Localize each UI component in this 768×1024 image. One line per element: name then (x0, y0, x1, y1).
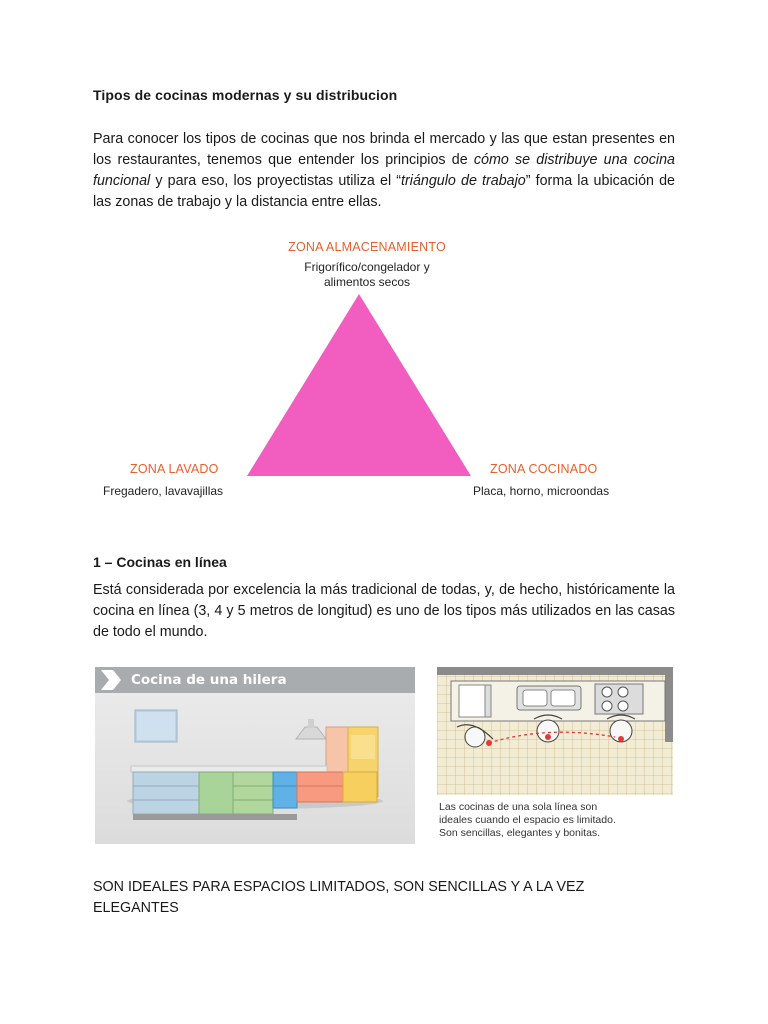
work-triangle-figure (93, 232, 641, 514)
kitchen-banner-text: Cocina de una hilera (131, 672, 287, 688)
zone-cooking-desc: Placa, horno, microondas (473, 484, 610, 498)
plan-caption-line1: Las cocinas de una sola línea son (439, 801, 598, 813)
zone-washing-desc: Fregadero, lavavajillas (103, 484, 224, 498)
banner-chevron-icon (101, 670, 121, 690)
intro-italic-2: triángulo de trabajo (401, 173, 526, 189)
zone-storage-label: ZONA ALMACENAMIENTO (288, 240, 446, 254)
kitchen-plan-figure (437, 667, 673, 847)
page-title: Tipos de cocinas modernas y su distribucion (93, 87, 398, 103)
plan-caption-line2: ideales cuando el espacio es limitado. (439, 814, 616, 826)
zone-cooking-label: ZONA COCINADO (490, 462, 598, 476)
intro-italic-1: cómo se distribuye una cocina funcional (93, 152, 675, 189)
section-paragraph: Está considerada por excelencia la más tradicional de todas, y, de hecho, históricamente la cocina en línea (3, 4 y 5 metros de longitud) es uno de los tipos más utilizados en las casas de todo el mundo. (93, 582, 675, 640)
zone-storage-desc-line1: Frigorífico/congelador y (304, 260, 430, 274)
intro-paragraph (93, 129, 675, 213)
zone-storage-desc-line2: alimentos secos (323, 275, 411, 289)
intro-text-1: Para conocer los tipos de cocinas que nos brinda el mercado y las que estan presentes en los restaurantes, tenemos que entender los principios de (93, 131, 675, 168)
closing-statement: SON IDEALES PARA ESPACIOS LIMITADOS, SON SENCILLAS Y A LA VEZ ELEGANTES (93, 879, 585, 916)
plan-caption-line3: Son sencillas, elegantes y bonitas. (439, 827, 601, 839)
zone-washing-label: ZONA LAVADO (130, 462, 219, 476)
kitchen-plan-illustration (437, 667, 673, 801)
intro-text-2: y para eso, los proyectistas utiliza el “ (150, 173, 402, 189)
single-row-kitchen-image (95, 667, 415, 844)
section-heading: 1 – Cocinas en línea (93, 554, 227, 570)
kitchen-illustration (95, 667, 415, 844)
plan-caption (439, 801, 671, 840)
intro-text-3: ” forma la ubicación de las zonas de trabajo y la distancia entre ellas. (93, 173, 675, 210)
work-triangle-shape (247, 294, 471, 476)
